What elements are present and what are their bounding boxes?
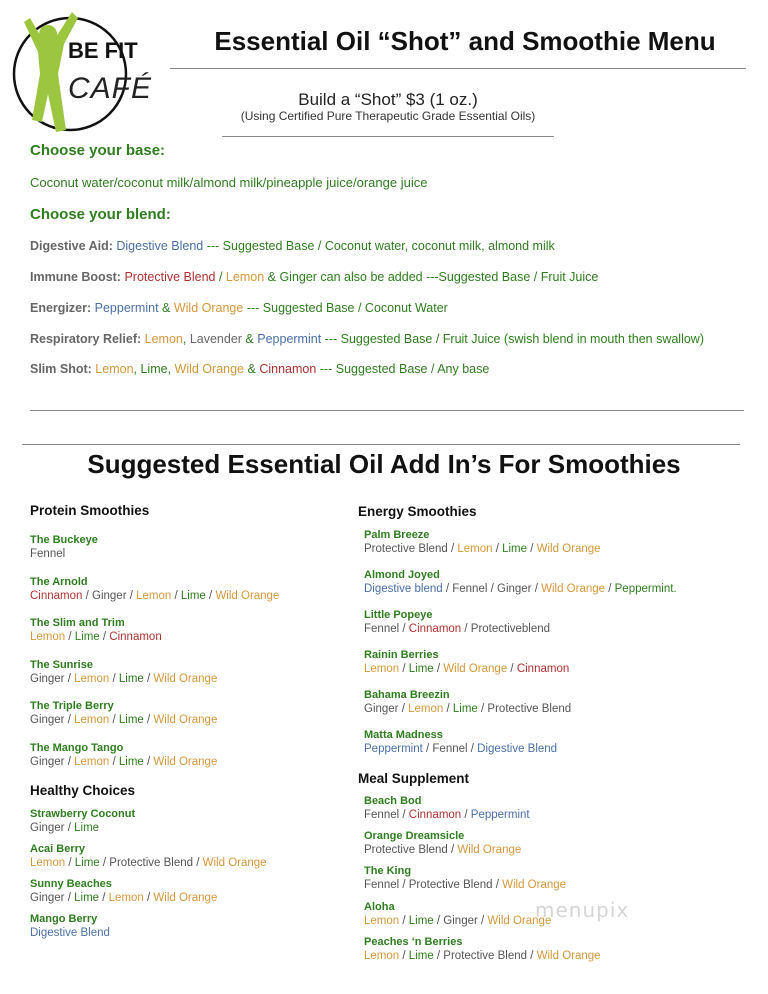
ingredient: Ginger [30, 756, 65, 768]
ingredient: / [143, 756, 154, 768]
ingredient: / [433, 950, 444, 962]
blend-part: Lemon [144, 332, 183, 346]
ingredient: / [99, 631, 110, 643]
ingredient: Fennel [30, 548, 66, 560]
menu-item [30, 877, 217, 905]
blend-name: Immune Boost: [30, 270, 121, 284]
blend-part: Lemon [95, 362, 134, 376]
item-ingredients [364, 878, 566, 892]
ingredient: Lime [74, 631, 100, 643]
ingredient: Lime [452, 703, 478, 715]
item-name: Aloha [364, 901, 395, 913]
blend-part: Cinnamon [259, 362, 317, 376]
ingredient: Peppermint. [614, 583, 677, 595]
ingredient: / [461, 809, 471, 821]
item-ingredients [30, 547, 98, 561]
menu-item [30, 741, 217, 769]
ingredient: Ginger [364, 703, 399, 715]
ingredient: / [171, 590, 181, 602]
ingredient: / [109, 756, 119, 768]
blend-part: Lavender [189, 332, 242, 346]
blend-part: Peppermint [94, 301, 159, 315]
shot-subtitle: (Using Certified Pure Therapeutic Grade Essential Oils) [240, 109, 536, 123]
ingredient: / [399, 809, 409, 821]
ingredient: Protective Blend [109, 857, 194, 869]
item-name: The Buckeye [30, 534, 98, 546]
menu-item [364, 728, 557, 756]
ingredient: / [492, 879, 503, 891]
ingredient: / [399, 623, 409, 635]
menu-item [30, 533, 98, 561]
blend-name: Digestive Aid: [30, 239, 113, 253]
item-ingredients [30, 755, 217, 769]
section-heading: Protein Smoothies [30, 503, 150, 518]
ingredient: / [143, 714, 154, 726]
menu-item [364, 794, 530, 822]
ingredient: Lime [74, 857, 100, 869]
ingredient: / [143, 673, 154, 685]
blend-part: & Ginger can also be added ---Suggested Base / Fruit Juice [264, 270, 599, 284]
ingredient: Ginger [30, 822, 65, 834]
blend-part: --- Suggested Base / Fruit Juice (swish blend in mouth then swallow) [321, 332, 704, 346]
ingredient: / [399, 879, 409, 891]
menu-item [30, 912, 110, 940]
blend-row [30, 301, 448, 315]
ingredient: Peppermint [470, 809, 530, 821]
menu-item [30, 699, 217, 727]
item-name: Orange Dreamsicle [364, 830, 465, 842]
ingredient: Protective Blend [443, 950, 528, 962]
ingredient: Lemon [74, 714, 110, 726]
item-name: The Slim and Trim [30, 617, 125, 629]
item-ingredients [30, 856, 267, 870]
ingredient: Digestive Blend [30, 927, 110, 939]
item-name: The Mango Tango [30, 742, 124, 754]
ingredient: Cinnamon [408, 623, 462, 635]
blend-part: --- Suggested Base / Coconut Water [243, 301, 448, 315]
ingredient: Wild Orange [153, 714, 218, 726]
ingredient: Lemon [364, 950, 400, 962]
menu-item [364, 935, 601, 963]
ingredient: Wild Orange [153, 892, 218, 904]
item-ingredients [364, 622, 550, 636]
blend-name: Slim Shot: [30, 362, 92, 376]
item-name: The Arnold [30, 576, 88, 588]
ingredient: Lemon [136, 590, 172, 602]
item-ingredients [364, 542, 601, 556]
blend-row [30, 362, 489, 376]
ingredient: Ginger [92, 590, 127, 602]
item-ingredients [364, 702, 571, 716]
section-heading: Meal Supplement [358, 771, 470, 786]
item-name: Rainin Berries [364, 649, 439, 661]
ingredient: Ginger [30, 673, 65, 685]
shot-divider [222, 136, 554, 137]
ingredient: Cinnamon [109, 631, 162, 643]
ingredient: / [433, 663, 444, 675]
blend-part: , [182, 332, 190, 346]
menu-item [364, 829, 521, 857]
blend-row [30, 239, 555, 253]
item-ingredients [364, 949, 601, 963]
ingredient: / [477, 703, 488, 715]
ingredient: / [507, 663, 517, 675]
blend-part: --- Suggested Base / Coconut water, coconut milk, almond milk [203, 239, 555, 253]
ingredient: / [64, 822, 75, 834]
ingredient: / [64, 673, 75, 685]
ingredient: / [193, 857, 203, 869]
blend-part: Wild Orange [173, 301, 244, 315]
menu-item [364, 608, 550, 636]
item-ingredients [364, 662, 569, 676]
ingredient: Lemon [364, 663, 400, 675]
ingredient: Ginger [497, 583, 532, 595]
ingredient: Lemon [30, 631, 66, 643]
ingredient: / [109, 714, 119, 726]
blend-part: & [241, 332, 258, 346]
item-ingredients [30, 630, 162, 644]
blend-part: --- Suggested Base / Any base [316, 362, 490, 376]
ingredient: Cinnamon [30, 590, 83, 602]
ingredient: / [143, 892, 154, 904]
menu-item [30, 575, 279, 603]
section-heading: Energy Smoothies [358, 504, 477, 519]
ingredient: Lemon [457, 543, 493, 555]
addins-title: Suggested Essential Oil Add In’s For Smoothies [87, 449, 681, 479]
logo-line1: BE FIT [68, 38, 138, 63]
ingredient: / [527, 543, 537, 555]
menu-item [30, 658, 217, 686]
ingredient: Fennel [452, 583, 488, 595]
item-ingredients [364, 808, 530, 822]
ingredient: Wild Orange [536, 950, 601, 962]
item-name: The Triple Berry [30, 700, 114, 712]
ingredient: Wild Orange [457, 844, 522, 856]
ingredient: Fennel [432, 743, 468, 755]
ingredient: Lemon [408, 703, 444, 715]
ingredient: Lemon [364, 915, 400, 927]
ingredient: / [64, 756, 75, 768]
item-ingredients [30, 713, 217, 727]
ingredient: Ginger [30, 892, 65, 904]
item-ingredients [364, 843, 521, 857]
blend-part: Lemon [225, 270, 265, 284]
ingredient: / [487, 583, 497, 595]
item-name: Mango Berry [30, 913, 98, 925]
ingredient: Lemon [74, 673, 110, 685]
ingredient: Wild Orange [153, 673, 218, 685]
ingredient: / [65, 857, 75, 869]
ingredient: Protectiveblend [470, 623, 551, 635]
base-heading: Choose your base: [30, 142, 166, 159]
ingredient: Protective Blend [364, 844, 448, 856]
ingredient: Digestive Blend [477, 743, 558, 755]
item-name: Little Popeye [364, 609, 433, 621]
ingredient: Lemon [74, 756, 110, 768]
blend-name: Respiratory Relief: [30, 332, 142, 346]
ingredient: Lemon [108, 892, 144, 904]
ingredient: / [461, 623, 471, 635]
menu-item [30, 616, 162, 644]
ingredient: / [99, 857, 110, 869]
ingredient: / [99, 892, 109, 904]
blend-part: , Lime, [133, 362, 175, 376]
base-options: Coconut water/coconut milk/almond milk/pineapple juice/orange juice [30, 175, 428, 190]
ingredient: / [399, 915, 409, 927]
ingredient: / [64, 714, 75, 726]
item-name: Peaches ‘n Berries [364, 936, 463, 948]
ingredient: / [126, 590, 137, 602]
ingredient: Wild Orange [443, 663, 508, 675]
ingredient: / [605, 583, 615, 595]
ingredient: Fennel [364, 809, 400, 821]
ingredient: Lime [408, 950, 434, 962]
ingredient: Cinnamon [408, 809, 462, 821]
ingredient: / [422, 743, 433, 755]
ingredient: Lime [118, 714, 144, 726]
menu-item [364, 688, 571, 716]
ingredient: Lime [118, 673, 144, 685]
ingredient: Wild Orange [487, 915, 552, 927]
ingredient: / [447, 844, 458, 856]
item-name: Beach Bod [364, 795, 422, 807]
item-ingredients [30, 891, 217, 905]
ingredient: Ginger [30, 714, 65, 726]
section-heading: Healthy Choices [30, 783, 136, 798]
logo [10, 12, 160, 134]
blend-part: & [158, 301, 174, 315]
ingredient: / [109, 673, 119, 685]
item-ingredients [364, 914, 551, 928]
ingredient: / [492, 543, 503, 555]
menu-item [30, 842, 267, 870]
ingredient: / [531, 583, 542, 595]
item-name: Strawberry Coconut [30, 808, 136, 820]
blend-row [30, 332, 704, 346]
menu-item [30, 807, 135, 835]
item-name: Sunny Beaches [30, 878, 112, 890]
logo-line2: CAFÉ [68, 72, 153, 105]
item-ingredients [30, 672, 217, 686]
blend-part: & [244, 362, 260, 376]
ingredient: Lime [408, 663, 434, 675]
watermark: menupix [535, 898, 630, 922]
section-divider [30, 410, 744, 411]
item-name: Matta Madness [364, 729, 443, 741]
menu-item [364, 528, 601, 556]
ingredient: Wild Orange [153, 756, 218, 768]
blend-part: Protective Blend [124, 270, 216, 284]
blend-part: Peppermint [257, 332, 322, 346]
item-ingredients [364, 742, 557, 756]
ingredient: / [443, 703, 453, 715]
menu-item [364, 864, 566, 892]
section-divider-2 [22, 444, 740, 445]
ingredient: / [477, 915, 488, 927]
ingredient: Lime [118, 756, 144, 768]
blend-part: / [215, 270, 226, 284]
ingredient: / [433, 915, 444, 927]
ingredient: / [467, 743, 478, 755]
shot-title: Build a “Shot” $3 (1 oz.) [298, 90, 478, 109]
menu-item [364, 568, 677, 596]
ingredient: Wild Orange [202, 857, 267, 869]
ingredient: Fennel [364, 879, 400, 891]
ingredient: / [82, 590, 93, 602]
item-ingredients [364, 582, 677, 596]
ingredient: Cinnamon [516, 663, 570, 675]
ingredient: Wild Orange [502, 879, 567, 891]
ingredient: / [527, 950, 537, 962]
ingredient: Fennel [364, 623, 400, 635]
item-name: The King [364, 865, 412, 877]
ingredient: Lemon [30, 857, 66, 869]
ingredient: Lime [180, 590, 206, 602]
ingredient: / [205, 590, 216, 602]
ingredient: Lime [74, 892, 100, 904]
blend-row [30, 270, 598, 284]
figure-icon [10, 12, 160, 134]
ingredient: / [399, 950, 409, 962]
item-ingredients [30, 589, 279, 603]
ingredient: / [65, 631, 75, 643]
ingredient: / [398, 703, 409, 715]
blend-part: Wild Orange [174, 362, 245, 376]
item-name: Almond Joyed [364, 569, 440, 581]
ingredient: Ginger [443, 915, 478, 927]
ingredient: Wild Orange [541, 583, 606, 595]
ingredient: Lime [408, 915, 434, 927]
item-name: The Sunrise [30, 659, 93, 671]
title-divider [170, 68, 746, 69]
item-name: Palm Breeze [364, 529, 430, 541]
item-ingredients [30, 821, 135, 835]
blend-name: Energizer: [30, 301, 92, 315]
ingredient: Lime [74, 822, 100, 834]
item-name: Bahama Breezin [364, 689, 450, 701]
ingredient: / [64, 892, 75, 904]
ingredient: Lime [502, 543, 528, 555]
ingredient: Peppermint [364, 743, 423, 755]
ingredient: Wild Orange [536, 543, 601, 555]
ingredient: Wild Orange [215, 590, 280, 602]
ingredient: Protective Blend [487, 703, 572, 715]
ingredient: / [447, 543, 458, 555]
item-ingredients [30, 926, 110, 940]
ingredient: / [442, 583, 453, 595]
ingredient: / [399, 663, 409, 675]
blend-part: Digestive Blend [116, 239, 204, 253]
menu-item [364, 900, 551, 928]
menu-item [364, 648, 569, 676]
ingredient: Digestive blend [364, 583, 443, 595]
page-title: Essential Oil “Shot” and Smoothie Menu [214, 26, 716, 56]
ingredient: Protective Blend [408, 879, 493, 891]
ingredient: Protective Blend [364, 543, 448, 555]
blend-heading: Choose your blend: [30, 206, 171, 223]
item-name: Acai Berry [30, 843, 86, 855]
